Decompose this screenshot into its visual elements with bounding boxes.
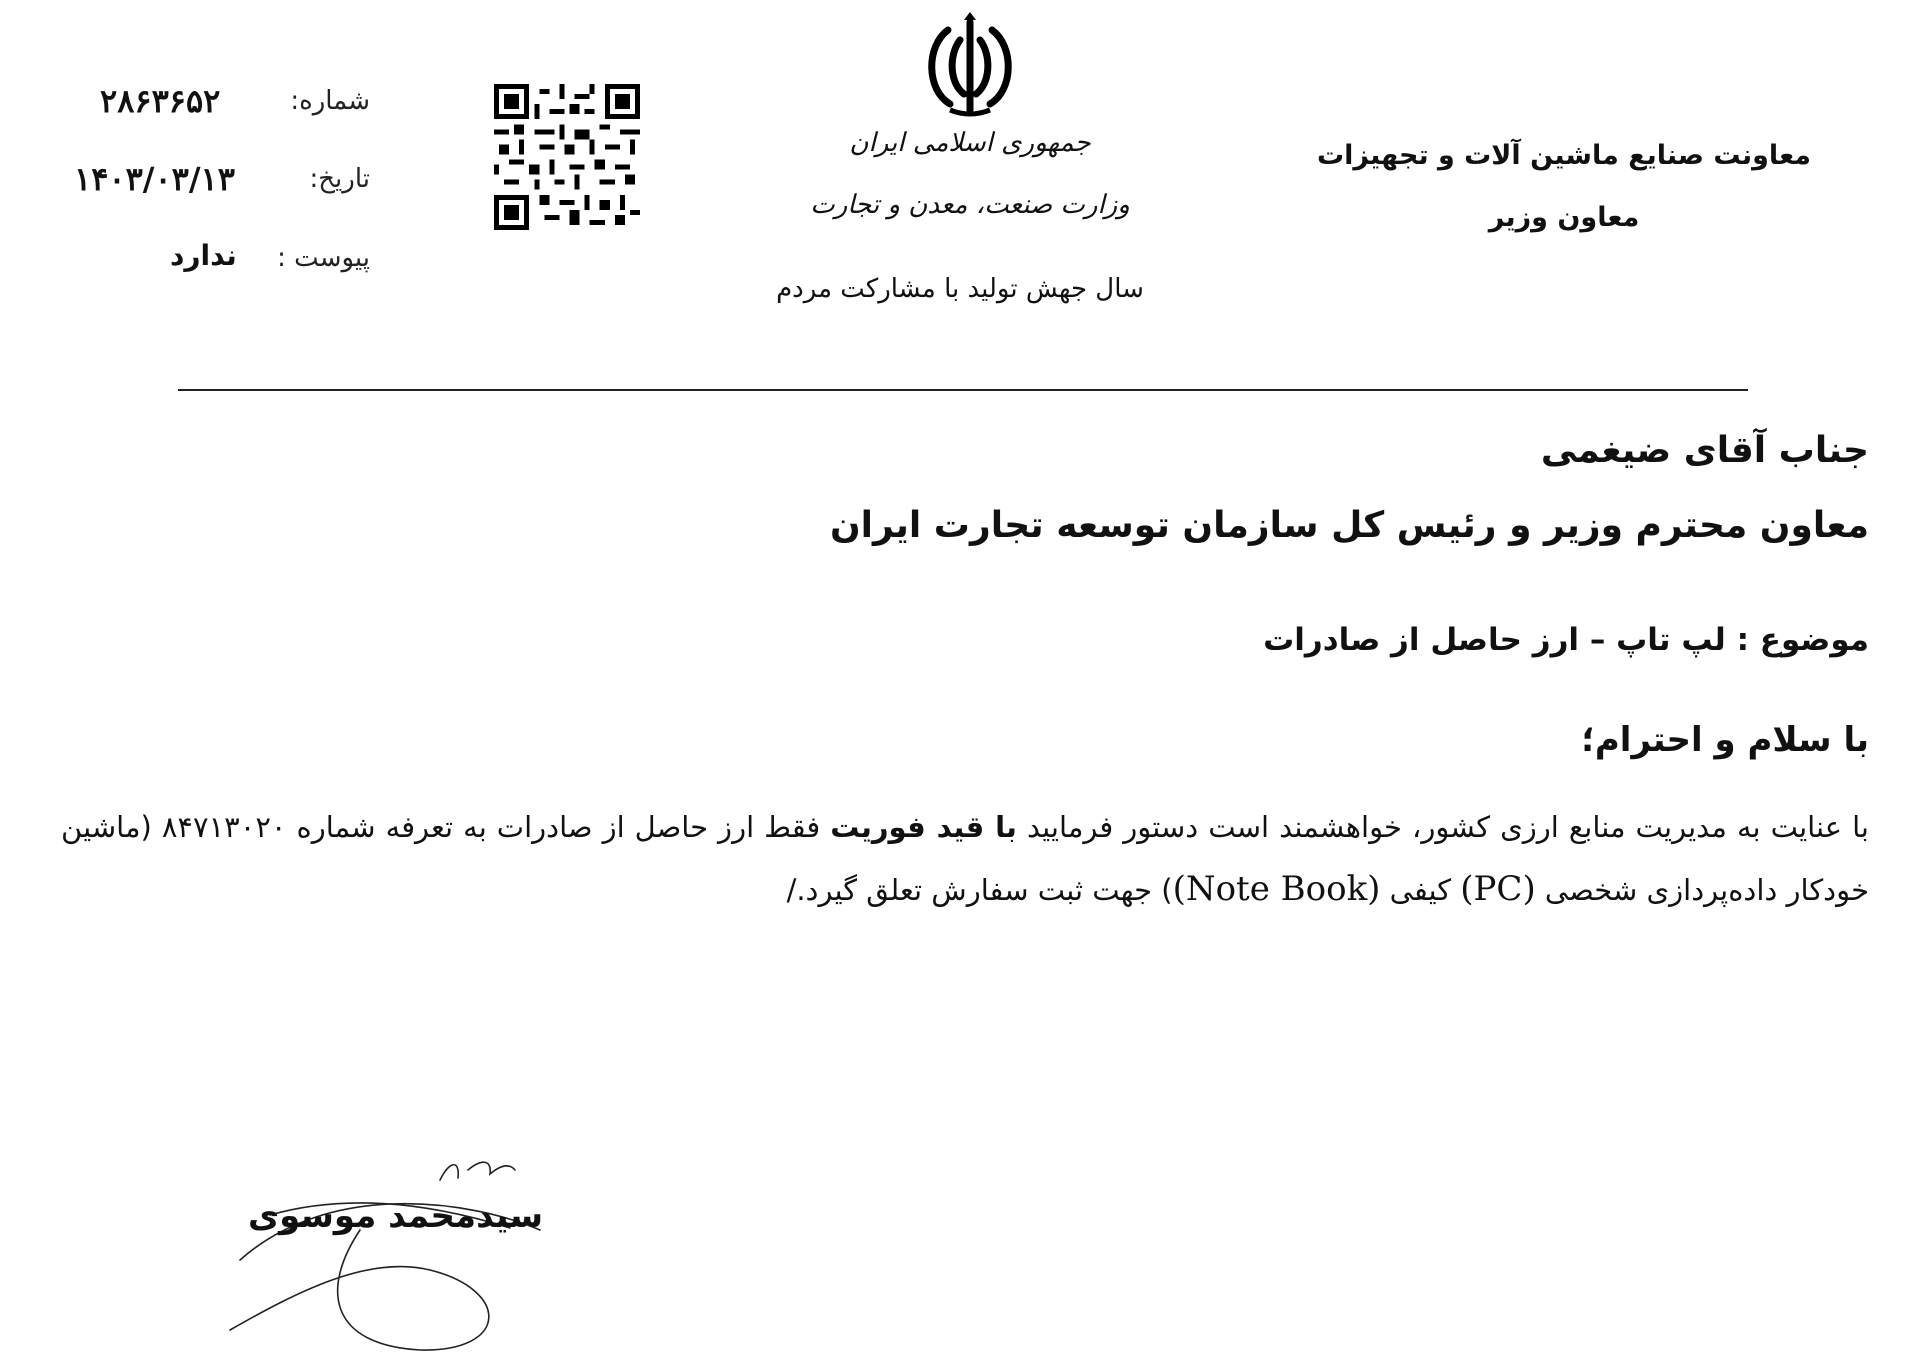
letter-body — [61, 796, 1869, 921]
recipient-title: معاون محترم وزیر و رئیس کل سازمان توسعه تجارت ایران — [829, 505, 1869, 546]
signatory-name: سیدمحمد موسوی — [248, 1196, 544, 1236]
letter-subject: موضوع : لپ تاپ – ارز حاصل از صادرات — [1263, 622, 1869, 658]
letter-greeting: با سلام و احترام؛ — [1581, 720, 1869, 760]
qr-code-icon — [494, 84, 640, 230]
letter-date-value: ۱۴۰۳/۰۳/۱۳ — [74, 160, 235, 198]
body-text-notebook: (Note Book) — [1172, 869, 1381, 909]
letter-date-label: تاریخ: — [309, 164, 370, 194]
body-text-part3: کیفی — [1380, 873, 1461, 907]
body-text-emphasis: با قید فوریت — [830, 810, 1017, 844]
handwritten-signature — [210, 1140, 570, 1360]
body-text-part2: فقط ارز حاصل از صادرات به تعرفه شماره ۸۴۷۱۳۰۲۰ (ماشین خودکار داده‌پردازی شخصی — [61, 810, 1869, 907]
iran-emblem-icon — [920, 12, 1020, 122]
body-text-part4: ) جهت ثبت سفارش تعلق گیرد./ — [786, 873, 1173, 907]
department-title: معاونت صنایع ماشین آلات و تجهیزات — [1316, 140, 1812, 171]
attachment-label: پیوست : — [277, 243, 370, 273]
letter-date-row — [60, 160, 370, 214]
letter-number-value: ۲۸۶۳۶۵۲ — [100, 82, 221, 120]
emblem-country-name: جمهوری اسلامی ایران — [849, 128, 1091, 158]
body-text-pc: (PC) — [1460, 869, 1536, 909]
attachment-value: ندارد — [170, 239, 237, 272]
recipient-name: جناب آقای ضیغمی — [1540, 430, 1869, 471]
body-text-part1: با عنایت به مدیریت منابع ارزی کشور، خواهشمند است دستور فرمایید — [1016, 810, 1869, 844]
letter-number-row — [60, 82, 370, 136]
header-divider — [178, 389, 1748, 391]
year-slogan: سال جهش تولید با مشارکت مردم — [776, 274, 1144, 304]
department-subtitle: معاون وزیر — [1488, 202, 1640, 233]
emblem-ministry-name: وزارت صنعت، معدن و تجارت — [810, 190, 1130, 220]
letter-number-label: شماره: — [290, 86, 370, 116]
attachment-row — [60, 239, 370, 293]
